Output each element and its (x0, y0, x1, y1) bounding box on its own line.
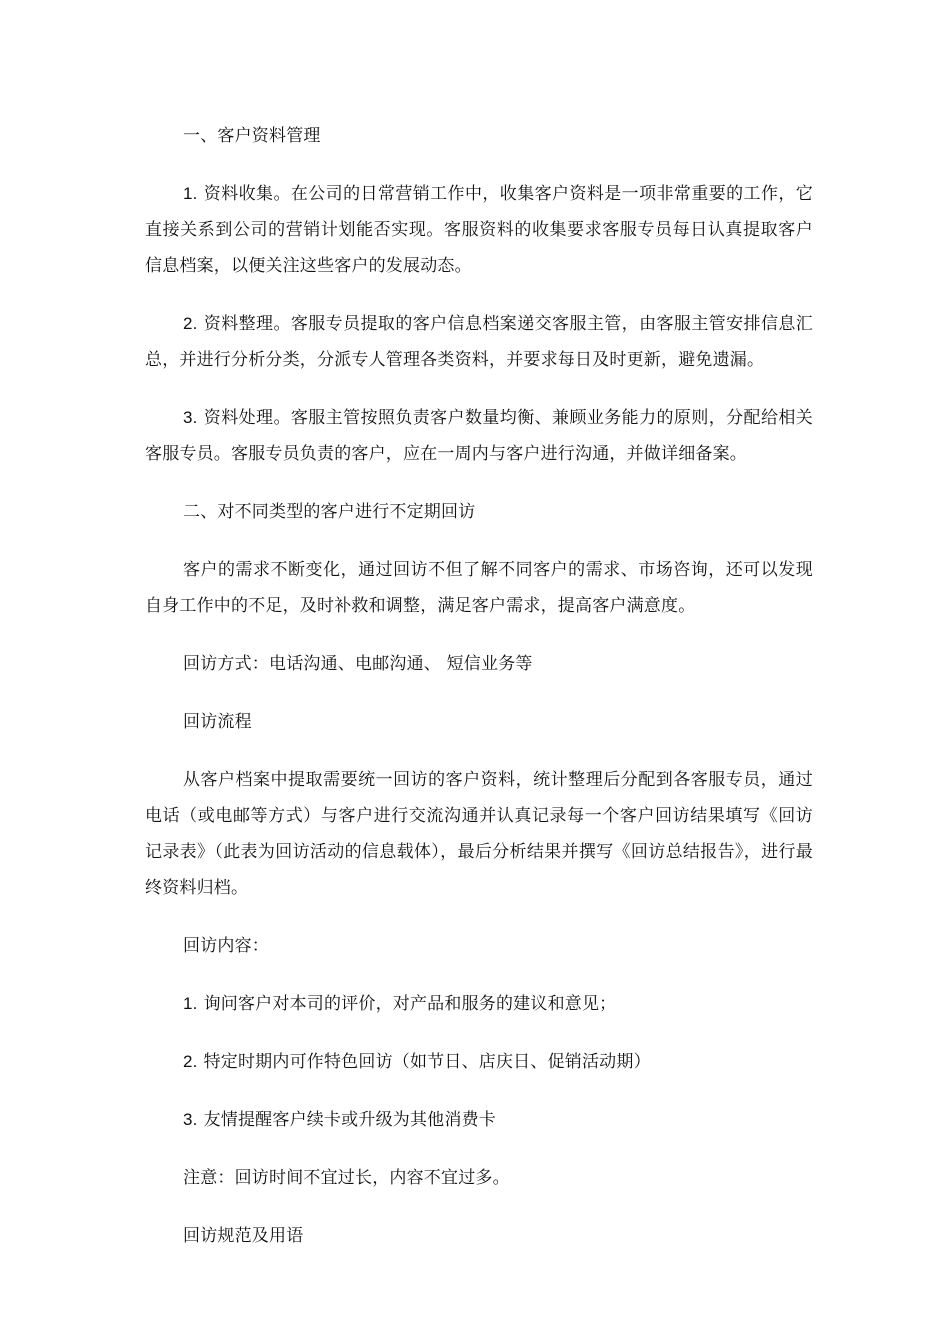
document-body (145, 118, 813, 1276)
item-number: 3. (183, 1110, 198, 1129)
paragraph: 从客户档案中提取需要统一回访的客户资料，统计整理后分配到各客服专员，通过电话（或电邮等方式）与客户进行交流沟通并认真记录每一个客户回访结果填写《回访记录表》（此表为回访活动的信息载体），最后分析结果并撰写《回访总结报告》，进行最终资料归档。 (145, 770, 813, 898)
note: 注意：回访时间不宜过长，内容不宜过多。 (183, 1168, 510, 1188)
item-number: 1. (183, 994, 198, 1013)
subheading: 回访内容： (183, 936, 269, 956)
section-heading: 二、对不同类型的客户进行不定期回访 (183, 502, 476, 522)
list-item: 2. 特定时期内可作特色回访（如节日、店庆日、促销活动期） (183, 1052, 651, 1072)
item-number: 3. (183, 408, 198, 427)
list-item: 3. 资料处理。客服主管按照负责客户数量均衡、兼顾业务能力的原则，分配给相关客服专员。客服专员负责的客户，应在一周内与客户进行沟通，并做详细备案。 (145, 408, 813, 464)
subheading: 回访流程 (183, 712, 252, 732)
item-number: 2. (183, 314, 198, 333)
item-number: 1. (183, 184, 198, 203)
list-item: 2. 资料整理。客服专员提取的客户信息档案递交客服主管，由客服主管安排信息汇总，并进行分析分类，分派专人管理各类资料，并要求每日及时更新，避免遗漏。 (145, 314, 813, 370)
paragraph: 客户的需求不断变化，通过回访不但了解不同客户的需求、市场咨询，还可以发现自身工作中的不足，及时补救和调整，满足客户需求，提高客户满意度。 (145, 560, 813, 616)
list-item: 1. 资料收集。在公司的日常营销工作中，收集客户资料是一项非常重要的工作，它直接关系到公司的营销计划能否实现。客服资料的收集要求客服专员每日认真提取客户信息档案，以便关注这些客户的发展动态。 (145, 184, 813, 276)
item-number: 2. (183, 1052, 198, 1071)
subheading: 回访规范及用语 (183, 1226, 304, 1246)
section-heading: 一、客户资料管理 (183, 126, 321, 146)
paragraph: 回访方式：电话沟通、电邮沟通、 短信业务等 (183, 654, 533, 674)
list-item: 1. 询问客户对本司的评价，对产品和服务的建议和意见； (183, 994, 617, 1014)
list-item: 3. 友情提醒客户续卡或升级为其他消费卡 (183, 1110, 496, 1130)
